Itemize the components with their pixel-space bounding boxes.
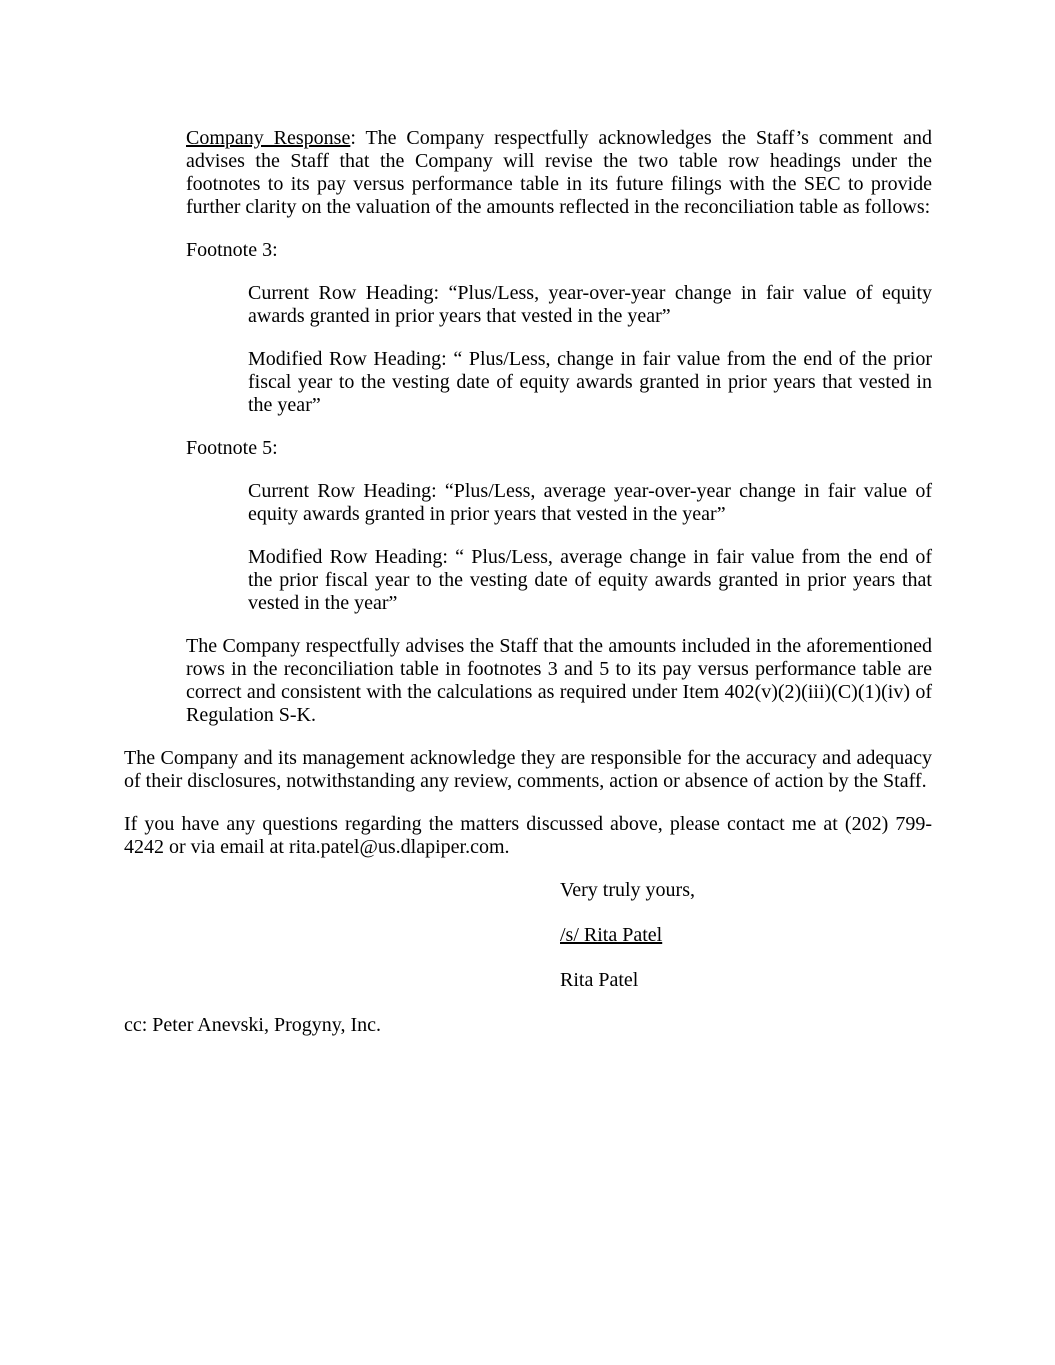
- signature-text: /s/ Rita Patel: [560, 924, 663, 946]
- company-response-paragraph: [186, 127, 932, 219]
- footnote-5-label: Footnote 5:: [186, 437, 278, 459]
- signature-line: [560, 924, 932, 947]
- closing-line: Very truly yours,: [560, 879, 695, 901]
- footnote-3-modified-row-heading: Modified Row Heading: “ Plus/Less, change in fair value from the end of the prior fiscal year to the vesting date of equity awards granted in prior years that vested in the year”: [248, 348, 932, 416]
- footnote-5-modified-row-heading: Modified Row Heading: “ Plus/Less, average change in fair value from the end of the prior fiscal year to the vesting date of equity awards granted in prior years that vested in the year”: [248, 546, 932, 614]
- signature-block: [560, 879, 932, 992]
- footnote-3-current-row-heading: Current Row Heading: “Plus/Less, year-over-year change in fair value of equity awards granted in prior years that vested in the year”: [248, 282, 932, 327]
- cc-line: cc: Peter Anevski, Progyny, Inc.: [124, 1014, 381, 1036]
- company-response-label: Company Response: [186, 127, 351, 149]
- signer-name: Rita Patel: [560, 969, 639, 991]
- footnote-3-label: Footnote 3:: [186, 239, 278, 261]
- footnote-5-current-row-heading: Current Row Heading: “Plus/Less, average year-over-year change in fair value of equity awards granted in prior years that vested in the year”: [248, 480, 932, 525]
- contact-paragraph: If you have any questions regarding the matters discussed above, please contact me at (202) 799-4242 or via email at rita.patel@us.dlapiper.com.: [124, 813, 932, 858]
- amounts-correct-paragraph: The Company respectfully advises the Staff that the amounts included in the aforementioned rows in the reconciliation table in footnotes 3 and 5 to its pay versus performance table are correct and consistent with the calculations as required under Item 402(v)(2)(iii)(C)(1)(iv) of Regulation S-K.: [186, 635, 932, 726]
- acknowledgment-paragraph: The Company and its management acknowledge they are responsible for the accuracy and adequacy of their disclosures, notwithstanding any review, comments, action or absence of action by the Staff.: [124, 747, 932, 792]
- company-response-text: : The Company respectfully acknowledges the Staff’s comment and advises the Staff that the Company will revise the two table row headings under the footnotes to its pay versus performance table in its future filings with the SEC to provide further clarity on the valuation of the amounts reflected in the reconciliation table as follows:: [186, 127, 933, 218]
